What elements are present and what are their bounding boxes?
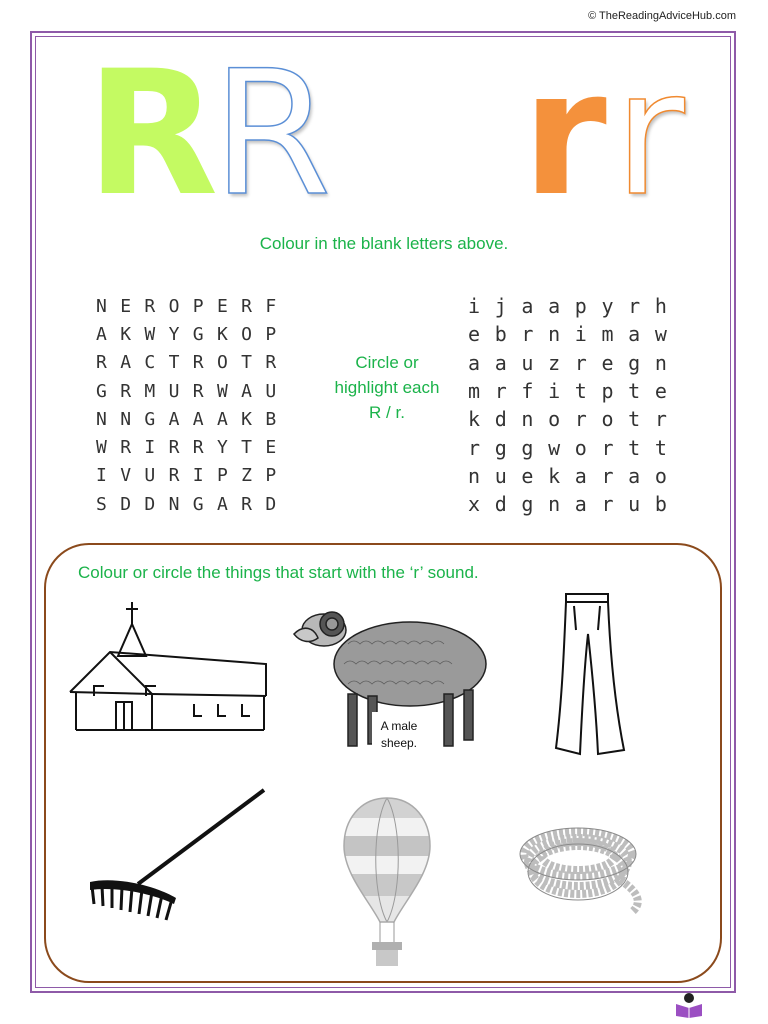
wordsearch-lowercase-letter[interactable]: o (654, 463, 667, 488)
wordsearch-uppercase-letter[interactable]: W (216, 380, 228, 402)
wordsearch-lowercase-letter[interactable]: a (548, 294, 561, 319)
church-icon[interactable] (66, 600, 270, 734)
wordsearch-lowercase-letter[interactable]: n (548, 322, 561, 347)
wordsearch-lowercase-row (468, 433, 682, 461)
wordsearch-lowercase-letter[interactable]: r (521, 322, 534, 347)
wordsearch-uppercase-row (96, 462, 290, 490)
wordsearch-uppercase-letter[interactable]: W (96, 437, 107, 459)
wordsearch-lowercase-letter[interactable]: n (548, 492, 561, 517)
wordsearch-lowercase-letter[interactable]: g (521, 435, 534, 460)
wordsearch-lowercase-letter[interactable]: r (574, 407, 587, 432)
wordsearch-uppercase-letter[interactable]: B (265, 408, 277, 430)
sheep-label (374, 718, 424, 752)
wordsearch-uppercase-letter[interactable]: E (120, 295, 132, 317)
wordsearch-lowercase-letter[interactable]: a (628, 463, 641, 488)
wordsearch-uppercase-letter[interactable]: T (241, 352, 252, 374)
wordsearch-lowercase-letter[interactable]: w (548, 435, 561, 460)
wordsearch-lowercase-letter[interactable]: o (574, 435, 587, 460)
wordsearch-uppercase-letter[interactable]: N (96, 295, 107, 317)
wordsearch-lowercase-letter[interactable]: a (628, 322, 641, 347)
wordsearch-lowercase-letter[interactable]: h (654, 294, 667, 319)
wordsearch-uppercase-letter[interactable]: A (96, 323, 107, 345)
wordsearch-lowercase-letter[interactable]: y (601, 294, 614, 319)
lowercase-r-blank[interactable]: r (614, 33, 685, 234)
wordsearch-uppercase-letter[interactable]: S (96, 493, 107, 515)
wordsearch-lowercase-letter[interactable]: p (601, 379, 614, 404)
rake-icon[interactable] (86, 786, 270, 922)
wordsearch-lowercase-letter[interactable]: a (468, 350, 481, 375)
wordsearch-lowercase-letter[interactable]: r (654, 407, 667, 432)
wordsearch-lowercase-letter[interactable]: b (654, 492, 667, 517)
wordsearch-uppercase-row (96, 433, 290, 461)
wordsearch-uppercase-letter[interactable]: N (120, 408, 132, 430)
wordsearch-uppercase-letter[interactable]: N (96, 408, 107, 430)
wordsearch-lowercase-letter[interactable]: u (521, 350, 534, 375)
wordsearch-lowercase-letter[interactable]: a (574, 492, 587, 517)
reading-advice-hub-logo (674, 992, 704, 1018)
wordsearch-lowercase-row (468, 405, 682, 433)
wordsearch-uppercase-letter[interactable]: E (216, 295, 228, 317)
wordsearch-lowercase-letter[interactable]: g (628, 350, 641, 375)
wordsearch-lowercase-letter[interactable]: z (548, 350, 561, 375)
wordsearch-uppercase-letter[interactable]: G (192, 323, 204, 345)
wordsearch-lowercase-letter[interactable]: t (574, 379, 587, 404)
wordsearch-lowercase-letter[interactable]: j (494, 294, 507, 319)
wordsearch-lowercase-letter[interactable]: o (548, 407, 561, 432)
wordsearch-lowercase-letter[interactable]: e (654, 379, 667, 404)
wordsearch-uppercase-letter[interactable]: R (120, 380, 132, 402)
wordsearch-uppercase-letter[interactable]: U (265, 380, 277, 402)
wordsearch-uppercase-letter[interactable]: K (241, 408, 252, 430)
wordsearch-lowercase (468, 292, 682, 518)
wordsearch-uppercase-letter[interactable]: N (168, 493, 180, 515)
wordsearch-uppercase-row (96, 490, 290, 518)
wordsearch-uppercase-letter[interactable]: O (241, 323, 252, 345)
wordsearch-uppercase-letter[interactable]: I (144, 437, 156, 459)
wordsearch-uppercase-letter[interactable]: U (144, 465, 156, 487)
wordsearch-lowercase-letter[interactable]: n (468, 463, 481, 488)
wordsearch-lowercase-letter[interactable]: d (494, 407, 507, 432)
wordsearch-uppercase-letter[interactable]: R (241, 295, 252, 317)
wordsearch-uppercase-letter[interactable]: D (144, 493, 156, 515)
wordsearch-lowercase-row (468, 377, 682, 405)
wordsearch-lowercase-letter[interactable]: g (521, 492, 534, 517)
sheep-label-line2: sheep. (380, 736, 418, 750)
wordsearch-lowercase-letter[interactable]: i (548, 379, 561, 404)
wordsearch-uppercase-letter[interactable]: U (168, 380, 180, 402)
copyright-text: © TheReadingAdviceHub.com (588, 10, 736, 22)
wordsearch-uppercase-letter[interactable]: A (216, 408, 228, 430)
wordsearch-lowercase-letter[interactable]: d (494, 492, 507, 517)
wordsearch-uppercase-letter[interactable]: A (168, 408, 180, 430)
wordsearch-uppercase-letter[interactable]: A (120, 352, 132, 374)
wordsearch-uppercase-letter[interactable]: R (192, 437, 204, 459)
wordsearch-lowercase-row (468, 349, 682, 377)
wordsearch-uppercase-letter[interactable]: Z (241, 465, 252, 487)
wordsearch-lowercase-letter[interactable]: g (494, 435, 507, 460)
wordsearch-uppercase-letter[interactable]: R (241, 493, 252, 515)
wordsearch-lowercase-letter[interactable]: e (521, 463, 534, 488)
wordsearch-uppercase-letter[interactable]: R (192, 352, 204, 374)
wordsearch-uppercase-letter[interactable]: P (216, 465, 228, 487)
circle-instruction-line2: highlight each (334, 378, 440, 397)
wordsearch-uppercase-letter[interactable]: G (96, 380, 107, 402)
wordsearch-lowercase-letter[interactable]: r (628, 294, 641, 319)
wordsearch-lowercase-row (468, 292, 682, 320)
colour-letters-instruction: Colour in the blank letters above. (259, 234, 509, 253)
uppercase-r-filled: R (86, 33, 219, 234)
wordsearch-uppercase-letter[interactable]: R (144, 295, 156, 317)
wordsearch-lowercase-letter[interactable]: x (468, 492, 481, 517)
wordsearch-lowercase-letter[interactable]: w (654, 322, 667, 347)
wordsearch-lowercase-letter[interactable]: n (521, 407, 534, 432)
wordsearch-lowercase-letter[interactable]: a (521, 294, 534, 319)
wordsearch-lowercase-letter[interactable]: b (494, 322, 507, 347)
wordsearch-uppercase-letter[interactable]: A (192, 408, 204, 430)
wordsearch-lowercase-letter[interactable]: i (574, 322, 587, 347)
wordsearch-uppercase-letter[interactable]: Y (168, 323, 180, 345)
wordsearch-lowercase-letter[interactable]: p (574, 294, 587, 319)
wordsearch-uppercase-letter[interactable]: M (144, 380, 156, 402)
wordsearch-uppercase-row (96, 320, 290, 348)
sheep-label-line1: A male (380, 719, 418, 733)
wordsearch-uppercase-letter[interactable]: W (144, 323, 156, 345)
circle-instruction-line1: Circle or (355, 353, 419, 372)
wordsearch-uppercase-row (96, 405, 290, 433)
uppercase-r-blank[interactable]: R (212, 33, 332, 234)
wordsearch-uppercase-letter[interactable]: P (265, 323, 277, 345)
wordsearch-lowercase-letter[interactable]: r (601, 492, 614, 517)
wordsearch-uppercase-letter[interactable]: C (144, 352, 156, 374)
wordsearch-uppercase-letter[interactable]: I (192, 465, 204, 487)
pictures-instruction: Colour or circle the things that start with the ‘r’ sound. (78, 563, 479, 582)
wordsearch-uppercase-letter[interactable]: R (168, 465, 180, 487)
wordsearch-lowercase-letter[interactable]: e (468, 322, 481, 347)
wordsearch-lowercase-letter[interactable]: o (601, 407, 614, 432)
wordsearch-lowercase-letter[interactable]: f (521, 379, 534, 404)
wordsearch-lowercase-letter[interactable]: k (468, 407, 481, 432)
wordsearch-uppercase-letter[interactable]: D (265, 493, 277, 515)
wordsearch-uppercase-letter[interactable]: R (120, 437, 132, 459)
wordsearch-lowercase-letter[interactable]: a (494, 350, 507, 375)
wordsearch-lowercase-row (468, 320, 682, 348)
wordsearch-lowercase-letter[interactable]: r (468, 435, 481, 460)
wordsearch-lowercase-letter[interactable]: i (468, 294, 481, 319)
hot-air-balloon-icon[interactable] (340, 794, 434, 972)
wordsearch-lowercase-row (468, 490, 682, 518)
wordsearch-uppercase-letter[interactable]: A (216, 493, 228, 515)
wordsearch-lowercase-row (468, 462, 682, 490)
wordsearch-uppercase-row (96, 377, 290, 405)
wordsearch-uppercase-letter[interactable]: O (168, 295, 180, 317)
wordsearch-uppercase-letter[interactable]: F (265, 295, 277, 317)
wordsearch-uppercase (96, 292, 290, 518)
wordsearch-uppercase-letter[interactable]: V (120, 465, 132, 487)
wordsearch-lowercase-letter[interactable]: m (468, 379, 481, 404)
wordsearch-lowercase-letter[interactable]: r (574, 350, 587, 375)
wordsearch-lowercase-letter[interactable]: r (494, 379, 507, 404)
wordsearch-uppercase-row (96, 292, 290, 320)
wordsearch-lowercase-letter[interactable]: t (628, 379, 641, 404)
wordsearch-lowercase-letter[interactable]: a (574, 463, 587, 488)
wordsearch-lowercase-letter[interactable]: r (601, 463, 614, 488)
circle-instruction-line3: R / r. (369, 403, 405, 422)
wordsearch-uppercase-letter[interactable]: T (241, 437, 252, 459)
wordsearch-uppercase-letter[interactable]: R (96, 352, 107, 374)
wordsearch-uppercase-row (96, 349, 290, 377)
wordsearch-lowercase-letter[interactable]: t (628, 435, 641, 460)
wordsearch-uppercase-letter[interactable]: O (216, 352, 228, 374)
wordsearch-uppercase-letter[interactable]: R (168, 437, 180, 459)
wordsearch-uppercase-letter[interactable]: Y (216, 437, 228, 459)
circle-instruction (322, 350, 452, 425)
wordsearch-uppercase-letter[interactable]: K (120, 323, 132, 345)
wordsearch-uppercase-letter[interactable]: I (96, 465, 107, 487)
wordsearch-lowercase-letter[interactable]: e (601, 350, 614, 375)
wordsearch-uppercase-letter[interactable]: R (265, 352, 277, 374)
wordsearch-uppercase-letter[interactable]: K (216, 323, 228, 345)
wordsearch-uppercase-letter[interactable]: T (168, 352, 180, 374)
wordsearch-lowercase-letter[interactable]: u (628, 492, 641, 517)
trousers-icon[interactable] (554, 590, 626, 760)
wordsearch-uppercase-letter[interactable]: A (241, 380, 252, 402)
wordsearch-lowercase-letter[interactable]: t (654, 435, 667, 460)
wordsearch-lowercase-letter[interactable]: k (548, 463, 561, 488)
rope-icon[interactable] (512, 810, 658, 926)
lowercase-r-filled: r (522, 33, 607, 234)
wordsearch-lowercase-letter[interactable]: t (628, 407, 641, 432)
wordsearch-uppercase-letter[interactable]: E (265, 437, 277, 459)
wordsearch-lowercase-letter[interactable]: u (494, 463, 507, 488)
wordsearch-uppercase-letter[interactable]: D (120, 493, 132, 515)
wordsearch-uppercase-letter[interactable]: G (192, 493, 204, 515)
wordsearch-uppercase-letter[interactable]: R (192, 380, 204, 402)
wordsearch-uppercase-letter[interactable]: G (144, 408, 156, 430)
wordsearch-uppercase-letter[interactable]: P (192, 295, 204, 317)
wordsearch-lowercase-letter[interactable]: n (654, 350, 667, 375)
wordsearch-lowercase-letter[interactable]: m (601, 322, 614, 347)
wordsearch-uppercase-letter[interactable]: P (265, 465, 277, 487)
wordsearch-lowercase-letter[interactable]: r (601, 435, 614, 460)
